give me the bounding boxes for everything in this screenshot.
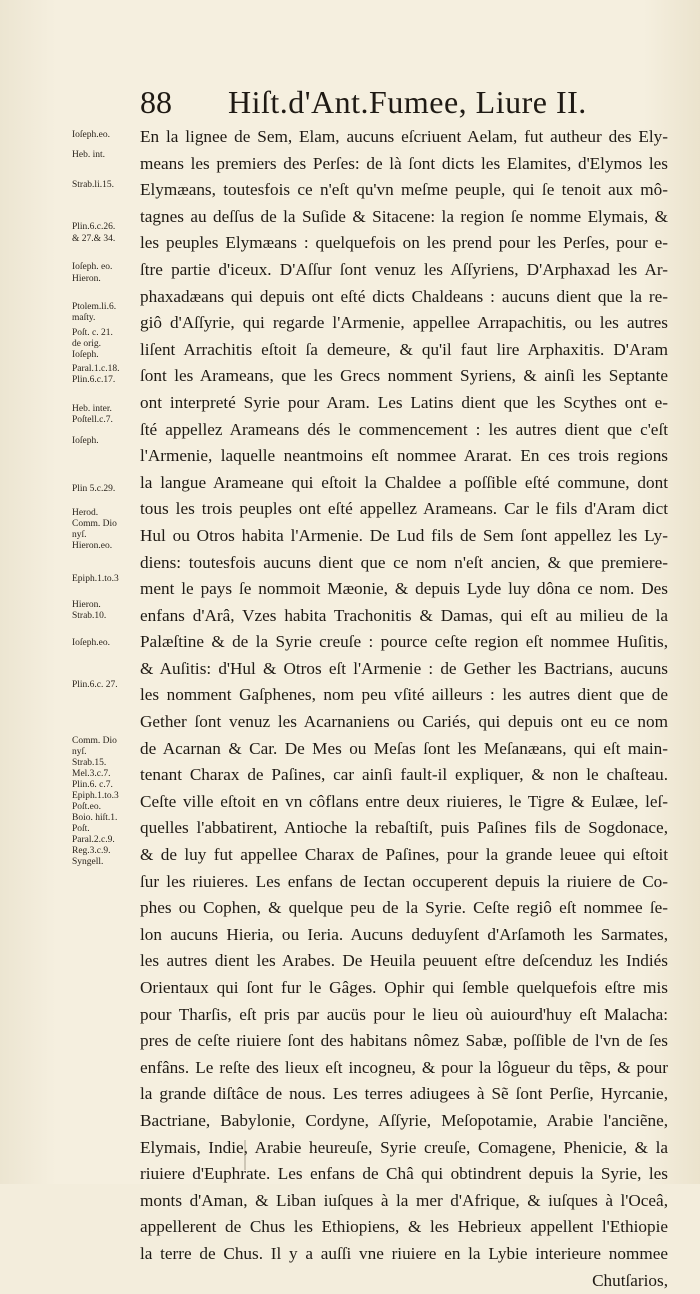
margin-note: Strab.15. (72, 758, 107, 768)
text-line: means les premiers des Perſes: de là ſont dicts les Elamites, d'Elymos les (140, 153, 668, 173)
text-line: tous les trois peuples ont eſté appellez Arameans. Car le fils d'Aram dict (140, 499, 668, 519)
text-line: tenant Charax de Paſines, car ainſi fault-il expliquer, & non le chaſteau. (140, 765, 668, 785)
text-line: Elymæans, toutesfois ce n'eſt qu'vn meſme peuple, qui ſe tenoit aux mô- (140, 180, 668, 200)
margin-note: Heb. inter. (72, 404, 112, 414)
margin-note: Poſt. c. 21. (72, 328, 113, 338)
text-line: lon aucuns Hieria, ou Ieria. Aucuns deduyſent d'Arſamoth les Sarmates, (140, 924, 668, 944)
page-header (140, 80, 660, 124)
text-line: ſté appellez Arameans dés le commencement : les autres dient que c'eſt (140, 419, 668, 439)
text-line: En la lignee de Sem, Elam, aucuns eſcriuent Aelam, fut autheur des Ely- (140, 127, 668, 146)
text-line: Orientaux qui ſont fur le Gâges. Ophir qui ſemble quelquefois eſtre mis (140, 978, 668, 997)
margin-note: Ioſeph. (72, 436, 99, 446)
text-line: la terre de Chus. Il y a auſſi vne riuiere en la Lybie interieure nommee (140, 1243, 668, 1263)
margin-note: Ptolem.li.6. (72, 302, 117, 312)
body-text (140, 124, 668, 1294)
text-line: pres de ceſte riuiere ſont des habitans nômez Sabæ, poſſible de l'vn de ſes (140, 1031, 668, 1051)
margin-note: Heb. int. (72, 150, 105, 160)
text-line: enfans d'Arâ, Vzes habita Trachonitis & Damas, qui eſt au milieu de la (140, 605, 668, 625)
margin-note: Plin.6. c.7. (72, 780, 113, 790)
margin-note: nyſ. (72, 747, 87, 757)
margin-note: Ioſeph.eo. (72, 638, 110, 648)
text-line: la grande diſtâce de nous. Les terres adiugees à Sẽ ſont Perſie, Hyrcanie, (140, 1084, 668, 1104)
margin-note: Epiph.1.to.3 (72, 574, 119, 584)
text-line: phes ou Cophen, & quelque peu de la Syrie. Ceſte regiô eſt nommee ſe- (140, 898, 668, 918)
text-line: Gether ſont venuz les Acarnaniens ou Cariés, qui depuis ont eu ce nom (140, 712, 668, 732)
margin-note: Poſt. (72, 824, 90, 834)
text-line: Elymais, Indie, Arabie heureuſe, Syrie creuſe, Comagene, Phenicie, & la (140, 1137, 668, 1157)
text-line: enfâns. Le reſte des lieux eſt incogneu, & pour la lôgueur du tẽps, & pour (140, 1057, 668, 1077)
page-number: 88 (140, 84, 172, 120)
margin-note: Ioſeph. (72, 350, 99, 360)
margin-note: Hieron. (72, 600, 101, 610)
text-line: Palæſtine & de la Syrie creuſe : pource ceſte region eſt nommee Huſitis, (140, 632, 668, 652)
text-line: tagnes au deſſus de la Suſide & Sitacene: la region ſe nomme Elymais, & (140, 206, 668, 226)
text-line: quelles l'abbatirent, Antioche la rebaſtiſt, puis Paſines fils de Sogdonace, (140, 818, 668, 838)
running-title: Hiſt.d'Ant.Fumee, Liure II. (228, 84, 587, 120)
text-line: giô d'Aſſyrie, qui regarde l'Armenie, appellee Arrapachitis, ou les autres (140, 313, 668, 333)
text-line: appellerent de Chus les Ethiopiens, & les Hebrieux appellent l'Ethiopie (140, 1217, 668, 1237)
text-line: diens: toutesfois aucuns dient que ce nom n'eſt ancien, & que premiere- (140, 552, 668, 572)
text-line: Hul ou Otros habita l'Armenie. De Lud fils de Sem ſont appellez les Ly- (140, 525, 668, 545)
text-line: ment le pays ſe nommoit Mæonie, & depuis Lyde luy dôna ce nom. Des (140, 579, 668, 599)
margin-note: Herod. (72, 508, 99, 518)
text-line: ſtre partie d'iceux. D'Aſſur ſont venuz les Aſſyriens, D'Arphaxad les Ar- (140, 259, 668, 279)
margin-note: Plin.6.c. 27. (72, 680, 118, 690)
text-line: ſur les riuieres. Les enfans de Iectan occuperent depuis la riuiere de Co- (140, 871, 668, 891)
text-line: de Acarnan & Car. De Mes ou Meſas ſont les Meſanæans, qui eſt main- (140, 738, 668, 758)
text-line: & de luy fut appellee Charax de Paſines, pour la grande leuee qui eſtoit (140, 845, 668, 865)
margin-note: & 27.& 34. (72, 234, 116, 244)
margin-note: Ioſeph.eo. (72, 130, 110, 140)
margin-note: de orig. (72, 339, 102, 349)
margin-note: Comm. Dio (72, 736, 117, 746)
margin-note: Mel.3.c.7. (72, 769, 111, 779)
text-line: les peuples Elymæans : quelquefois on les prend pour les Perſes, pour e- (140, 233, 668, 253)
margin-note: Plin.6.c.26. (72, 222, 116, 232)
text-line: phaxadæans qui depuis ont eſté dicts Chaldeans : aucuns dient que la re- (140, 286, 668, 306)
text-line: l'Armenie, laquelle neantmoins eſt nommee Ararat. En ces trois regions (140, 446, 668, 466)
margin-note: Ioſeph. eo. (72, 262, 113, 272)
paper-crease-mark (244, 1140, 246, 1170)
margin-note: Hieron.eo. (72, 541, 113, 551)
text-line: pour Tharſis, eſt pris par aucüs pour le lieu où auiourd'huy eſt Malacha: (140, 1004, 668, 1024)
margin-note: Hieron. (72, 274, 101, 284)
margin-note: Poſtell.c.7. (72, 415, 113, 425)
text-line: ont interpreté Syrie pour Aram. Les Latins dient que les Scythes ont e- (140, 392, 668, 412)
margin-note: Strab.li.15. (72, 180, 114, 190)
margin-note: Strab.10. (72, 611, 107, 621)
text-line: ſont les Arameans, que les Grecs nomment Syriens, & ainſi les Septante (140, 366, 668, 386)
margin-note: Paral.2.c.9. (72, 835, 115, 845)
text-line: riuiere d'Euphrate. Les enfans de Châ qui obtindrent depuis la Syrie, les (140, 1164, 668, 1184)
text-line: Ceſte ville eſtoit en vn côflans entre deux riuieres, le Tigre & Eulæe, leſ- (140, 791, 668, 811)
margin-note: maſty. (72, 313, 96, 323)
margin-note: Boio. hiſt.1. (72, 813, 118, 823)
margin-note: Epiph.1.to.3 (72, 791, 119, 801)
margin-note: Syngell. (72, 857, 104, 867)
catchword-line: Chutſarios, (592, 1270, 668, 1290)
text-line: & Auſitis: d'Hul & Otros eſt l'Armenie : de Gether les Bactrians, aucuns (140, 658, 668, 678)
text-line: monts d'Aman, & Liban iuſques à la mer d'Afrique, & iuſques à l'Oceâ, (140, 1190, 668, 1210)
margin-note: Plin.6.c.17. (72, 375, 116, 385)
margin-note: Poſt.eo. (72, 802, 102, 812)
margin-note: Reg.3.c.9. (72, 846, 111, 856)
margin-note: Plin 5.c.29. (72, 484, 116, 494)
text-line: liſent Arrachitis eſtoit ſa demeure, & qu'il faut lire Arphaxitis. D'Aram (140, 339, 668, 359)
text-line: la langue Arameane qui eſtoit la Chaldee a poſſible eſté commune, dont (140, 472, 668, 492)
text-line: les nomment Gaſphenes, nom peu vſité ailleurs : les autres dient que de (140, 685, 668, 705)
margin-note: nyſ. (72, 530, 87, 540)
text-line: Bactriane, Babylonie, Cordyne, Aſſyrie, Meſopotamie, Arabie l'anciẽne, (140, 1110, 668, 1130)
text-line: les autres dient les Arabes. De Heuila peuuent eſtre deſcenduz les Indiés (140, 951, 668, 971)
margin-note: Paral.1.c.18. (72, 364, 120, 374)
margin-note: Comm. Dio (72, 519, 117, 529)
